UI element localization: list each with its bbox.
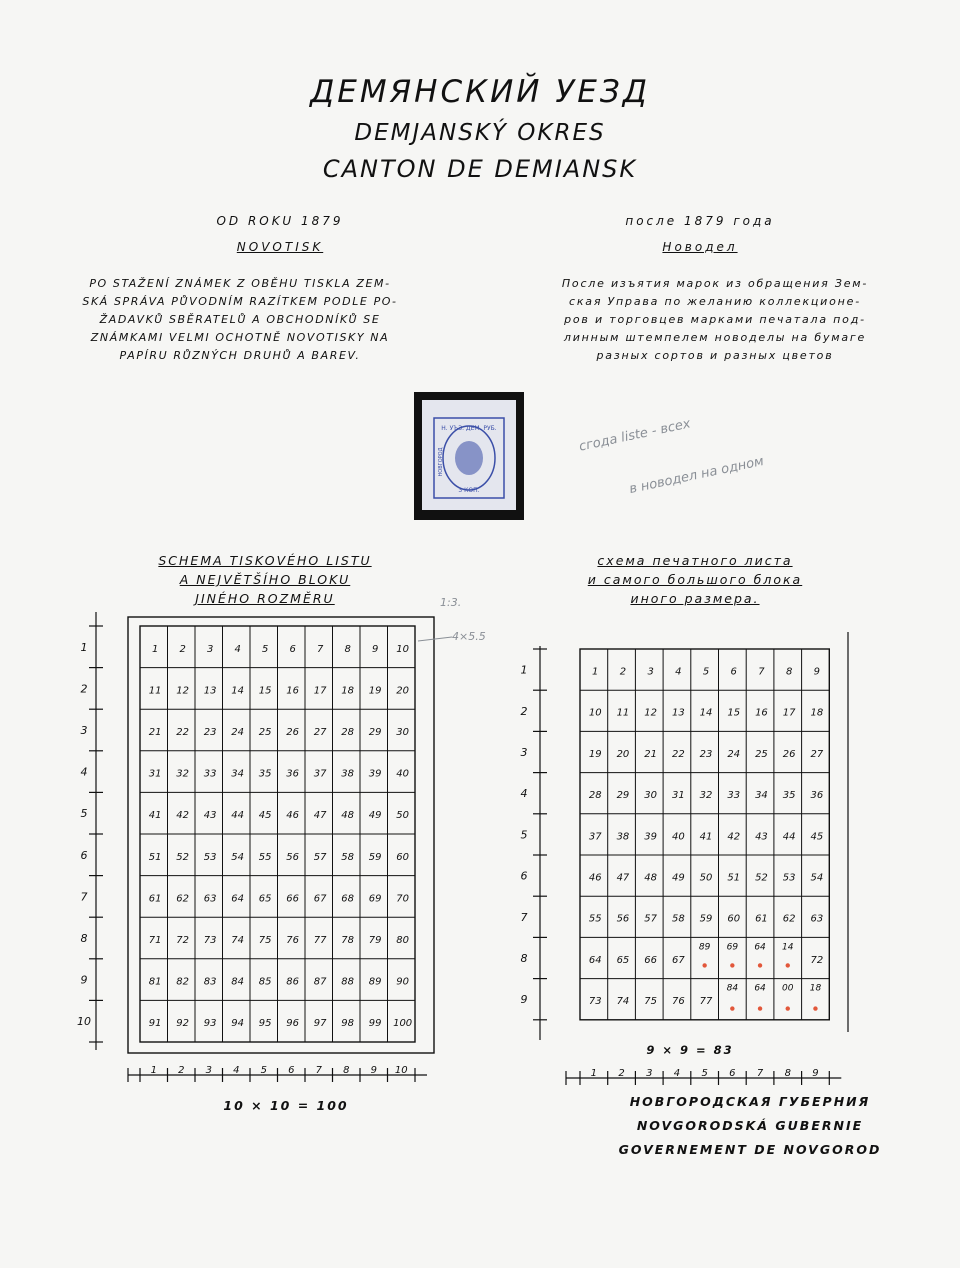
red-dot — [758, 963, 762, 967]
row-label: 10 — [77, 1015, 91, 1029]
cell-number: 78 — [341, 934, 354, 946]
cell-number: 19 — [588, 748, 602, 760]
cell-number: 68 — [341, 893, 354, 905]
cell-number: 44 — [782, 831, 796, 843]
row-label: 5 — [80, 807, 88, 821]
cell-number: 90 — [396, 976, 409, 988]
cell-number: 13 — [671, 707, 685, 719]
cell-number: 33 — [203, 768, 217, 780]
footer-ru: НОВГОРОДСКАЯ ГУБЕРНИЯ — [629, 1094, 871, 1109]
column-label: 3 — [646, 1068, 653, 1079]
cell-number: 73 — [588, 996, 602, 1008]
cell-number: 40 — [396, 768, 409, 780]
column-label: 5 — [701, 1068, 708, 1079]
pencil-note-line1: сгода liste - всех — [577, 416, 692, 455]
cell-number: 39 — [368, 768, 382, 780]
cell-number: 16 — [286, 685, 299, 697]
cell-number: 48 — [341, 810, 354, 822]
column-label: 4 — [673, 1068, 681, 1079]
cell-number: 10 — [396, 643, 409, 655]
cell-number: 88 — [341, 976, 354, 988]
cell-number: 59 — [699, 913, 713, 925]
row-label: 6 — [80, 848, 88, 862]
cell-number: 41 — [699, 831, 713, 843]
row-label: 4 — [80, 765, 88, 779]
cell-number: 66 — [644, 954, 658, 966]
right-line: ская Управа по желанию коллекционе- — [569, 295, 861, 308]
cell-number: 40 — [671, 831, 685, 843]
cell-number: 50 — [396, 810, 409, 822]
cell-number: 30 — [644, 790, 658, 802]
cell-number: 4 — [675, 666, 682, 678]
red-dot — [702, 963, 706, 967]
row-label: 8 — [520, 952, 528, 965]
cell-number: 56 — [616, 913, 630, 925]
cell-number: 63 — [810, 913, 824, 925]
left-schema-heading-line: JINÉHO ROZMĚRU — [195, 591, 335, 606]
cell-number: 34 — [755, 790, 768, 802]
cell-number: 50 — [699, 872, 713, 884]
cell-number: 21 — [148, 726, 162, 738]
column-label: 6 — [288, 1065, 295, 1076]
cell-number: 5 — [261, 643, 269, 655]
overwrite-number: 84 — [726, 983, 739, 994]
column-label: 3 — [205, 1065, 212, 1076]
row-label: 1 — [520, 663, 528, 677]
cell-number: 62 — [782, 913, 796, 925]
cell-number: 53 — [203, 851, 217, 863]
cell-number: 65 — [616, 954, 630, 966]
column-label: 8 — [784, 1068, 791, 1079]
cell-number: 95 — [258, 1018, 272, 1030]
cell-number: 74 — [616, 996, 630, 1008]
cell-number: 55 — [588, 913, 602, 925]
left-line: SKÁ SPRÁVA PŮVODNÍM RAZÍTKEM PODLE PO- — [82, 295, 398, 308]
cell-number: 27 — [313, 726, 327, 738]
cell-number: 25 — [755, 748, 768, 760]
pencil-size: 4×5.5 — [452, 630, 486, 643]
cell-number: 36 — [286, 768, 299, 780]
row-label: 8 — [80, 932, 88, 945]
cell-number: 85 — [258, 976, 272, 988]
cell-number: 28 — [588, 790, 602, 802]
stamp-value: 3 КОП. — [458, 487, 480, 494]
cell-number: 52 — [176, 851, 189, 863]
left-formula: 10 × 10 = 100 — [223, 1098, 349, 1113]
overwrite-number: 00 — [782, 983, 794, 994]
cell-number: 35 — [258, 768, 272, 780]
cell-number: 33 — [727, 790, 741, 802]
cell-number: 31 — [671, 790, 685, 802]
page-title-cz: DEMJANSKÝ OKRES — [354, 120, 606, 146]
cell-number: 30 — [396, 726, 409, 738]
red-dot — [786, 1006, 790, 1010]
row-label: 1 — [80, 640, 88, 654]
cell-number: 3 — [206, 643, 214, 655]
cell-number: 71 — [148, 934, 162, 946]
cell-number: 35 — [782, 790, 796, 802]
cell-number: 82 — [176, 976, 189, 988]
cell-number: 81 — [148, 976, 162, 988]
cell-number: 66 — [286, 893, 299, 905]
cell-number: 64 — [588, 954, 602, 966]
cell-number: 86 — [286, 976, 299, 988]
cell-number: 11 — [616, 707, 630, 719]
cell-number: 25 — [258, 726, 272, 738]
pencil-pointer — [418, 637, 452, 641]
pencil-scale: 1:3. — [440, 596, 462, 609]
cell-number: 14 — [231, 685, 244, 697]
cell-number: 57 — [313, 851, 327, 863]
red-dot — [786, 963, 790, 967]
sheet-outline — [128, 617, 434, 1053]
row-label: 3 — [520, 746, 528, 759]
cell-number: 27 — [810, 748, 824, 760]
column-label: 8 — [343, 1065, 350, 1076]
cell-number: 22 — [671, 748, 685, 760]
row-label: 2 — [520, 704, 528, 718]
cell-number: 15 — [727, 707, 741, 719]
footer-fr: GOVERNEMENT DE NOVGOROD — [618, 1142, 882, 1157]
cell-number: 56 — [286, 851, 299, 863]
cell-number: 38 — [341, 768, 354, 780]
cell-number: 80 — [396, 934, 409, 946]
cell-number: 99 — [368, 1018, 382, 1030]
cell-number: 34 — [231, 768, 244, 780]
overwrite-number: 14 — [782, 942, 794, 953]
cell-number: 17 — [782, 707, 796, 719]
cell-number: 1 — [151, 643, 159, 655]
column-label: 6 — [729, 1068, 736, 1079]
column-label: 7 — [315, 1065, 322, 1076]
left-label: NOVOTISK — [236, 240, 324, 254]
cell-number: 75 — [258, 934, 272, 946]
cell-number: 43 — [203, 810, 217, 822]
left-line: PAPÍRU RŮZNÝCH DRUHŮ A BAREV. — [119, 349, 361, 362]
cell-number: 89 — [368, 976, 382, 988]
right-label: Новодел — [662, 240, 738, 254]
cell-number: 49 — [368, 810, 382, 822]
cell-number: 16 — [755, 707, 768, 719]
cell-number: 32 — [699, 790, 713, 802]
column-label: 1 — [590, 1068, 598, 1079]
cell-number: 97 — [313, 1018, 327, 1030]
cell-number: 52 — [755, 872, 768, 884]
cell-number: 100 — [393, 1018, 413, 1030]
cell-number: 28 — [341, 726, 354, 738]
cell-number: 31 — [148, 768, 162, 780]
cell-number: 65 — [258, 893, 272, 905]
stamp-text-side: НОВГОРОД — [438, 447, 444, 477]
cell-number: 36 — [810, 790, 824, 802]
cell-number: 2 — [179, 643, 186, 655]
cell-number: 23 — [203, 726, 217, 738]
cell-number: 4 — [234, 643, 241, 655]
cell-number: 58 — [341, 851, 354, 863]
cell-number: 45 — [258, 810, 272, 822]
cell-number: 59 — [368, 851, 382, 863]
cell-number: 54 — [231, 851, 244, 863]
cell-number: 2 — [619, 666, 627, 678]
red-dot — [758, 1006, 762, 1010]
cell-number: 63 — [203, 893, 217, 905]
cell-number: 42 — [727, 831, 741, 843]
row-label: 7 — [80, 890, 88, 904]
cell-number: 92 — [176, 1018, 189, 1030]
cell-number: 91 — [148, 1018, 162, 1030]
cell-number: 6 — [730, 666, 737, 678]
cell-number: 29 — [616, 790, 630, 802]
right-line: После изъятия марок из обращения Зем- — [561, 277, 869, 290]
cell-number: 42 — [176, 810, 189, 822]
cell-number: 20 — [396, 685, 409, 697]
cell-number: 70 — [396, 893, 409, 905]
cell-number: 43 — [755, 831, 768, 843]
cell-number: 26 — [782, 748, 796, 760]
cell-number: 3 — [647, 666, 654, 678]
row-label: 7 — [520, 910, 528, 924]
cell-number: 93 — [203, 1018, 217, 1030]
row-label: 3 — [80, 724, 88, 737]
cell-number: 29 — [368, 726, 382, 738]
cell-number: 44 — [231, 810, 244, 822]
cell-number: 38 — [616, 831, 630, 843]
cell-number: 17 — [313, 685, 327, 697]
cell-number: 77 — [699, 996, 713, 1008]
red-dot — [813, 1006, 817, 1010]
cell-number: 8 — [785, 666, 793, 678]
overwrite-number: 89 — [698, 942, 711, 953]
cell-number: 54 — [810, 872, 824, 884]
cell-number: 77 — [313, 934, 327, 946]
right-line: ров и торговцев марками печатала под- — [564, 313, 866, 326]
cell-number: 13 — [203, 685, 217, 697]
cell-number: 75 — [644, 996, 658, 1008]
cell-number: 37 — [588, 831, 602, 843]
cell-number: 32 — [176, 768, 189, 780]
cell-number: 53 — [782, 872, 796, 884]
cell-number: 94 — [231, 1018, 244, 1030]
cell-number: 24 — [231, 726, 244, 738]
cell-number: 98 — [341, 1018, 354, 1030]
cell-number: 21 — [644, 748, 658, 760]
footer-cz: NOVGORODSKÁ GUBERNIE — [636, 1118, 864, 1133]
cell-number: 19 — [368, 685, 382, 697]
cell-number: 47 — [616, 872, 630, 884]
cell-number: 51 — [727, 872, 741, 884]
cell-number: 7 — [758, 666, 765, 678]
pencil-note-line2: в новодел на одном — [627, 453, 766, 498]
cell-number: 87 — [313, 976, 327, 988]
cell-number: 96 — [286, 1018, 299, 1030]
column-label: 10 — [394, 1065, 408, 1076]
cell-number: 84 — [231, 976, 244, 988]
cell-number: 45 — [810, 831, 824, 843]
row-label: 2 — [80, 682, 88, 696]
cell-number: 51 — [148, 851, 162, 863]
cell-number: 11 — [148, 685, 162, 697]
row-label: 9 — [80, 973, 88, 987]
cell-number: 76 — [671, 996, 685, 1008]
cell-number: 24 — [727, 748, 741, 760]
cell-number: 64 — [231, 893, 244, 905]
cell-number: 9 — [371, 643, 379, 655]
cell-number: 57 — [644, 913, 658, 925]
cell-number: 37 — [313, 768, 327, 780]
cell-number: 67 — [313, 893, 327, 905]
cell-number: 12 — [644, 707, 658, 719]
column-label: 1 — [150, 1065, 157, 1076]
cell-number: 73 — [203, 934, 217, 946]
row-label: 6 — [520, 869, 528, 883]
cell-number: 20 — [616, 748, 630, 760]
cell-number: 46 — [286, 810, 299, 822]
column-label: 4 — [233, 1065, 240, 1076]
cell-number: 72 — [176, 934, 189, 946]
column-label: 2 — [178, 1065, 185, 1076]
cell-number: 46 — [588, 872, 602, 884]
column-label: 2 — [618, 1068, 625, 1079]
cell-number: 62 — [176, 893, 189, 905]
cell-number: 58 — [671, 913, 685, 925]
left-line: ŽADAVKŮ SBĚRATELŮ A OBCHODNÍKŮ SE — [99, 313, 381, 326]
cell-number: 76 — [286, 934, 299, 946]
page-title-ru: ДЕМЯНСКИЙ УЕЗД — [310, 74, 650, 110]
right-line: разных сортов и разных цветов — [596, 349, 834, 362]
right-line: линным штемпелем новоделы на бумаге — [563, 331, 867, 344]
column-label: 9 — [812, 1068, 819, 1079]
overwrite-number: 18 — [809, 983, 822, 994]
cell-number: 39 — [644, 831, 658, 843]
cell-number: 23 — [699, 748, 713, 760]
right-schema-heading-line: иного размера. — [630, 591, 760, 606]
cell-number: 60 — [727, 913, 741, 925]
column-label: 7 — [756, 1068, 764, 1079]
cell-number: 1 — [592, 666, 599, 678]
cell-number: 5 — [702, 666, 710, 678]
right-formula: 9 × 9 = 83 — [646, 1043, 734, 1057]
cell-number: 67 — [671, 954, 685, 966]
cell-number: 22 — [176, 726, 189, 738]
red-dot — [730, 1006, 734, 1010]
overwrite-number: 64 — [754, 942, 766, 953]
row-label: 5 — [520, 828, 528, 842]
cell-number: 10 — [588, 707, 602, 719]
cell-number: 47 — [313, 810, 327, 822]
stamp-text-top: Н. УЪЗ. ДЕМ. РУБ. — [441, 425, 497, 432]
cell-number: 41 — [148, 810, 162, 822]
left-schema-heading-line: A NEJVĚTŠÍHO BLOKU — [179, 572, 351, 587]
overwrite-number: 69 — [726, 942, 739, 953]
cell-number: 74 — [231, 934, 244, 946]
cell-number: 6 — [289, 643, 296, 655]
cell-number: 48 — [644, 872, 658, 884]
left-schema-heading-line: SCHEMA TISKOVÉHO LISTU — [158, 553, 372, 568]
cell-number: 61 — [755, 913, 768, 925]
overwrite-number: 64 — [754, 983, 766, 994]
row-label: 4 — [520, 787, 528, 801]
right-date: после 1879 года — [625, 214, 775, 228]
cell-number: 69 — [368, 893, 382, 905]
cell-number: 55 — [258, 851, 272, 863]
left-date: OD ROKU 1879 — [216, 214, 344, 228]
cell-number: 49 — [671, 872, 685, 884]
red-dot — [730, 963, 734, 967]
cell-number: 8 — [344, 643, 351, 655]
cell-number: 18 — [810, 707, 824, 719]
cell-number: 14 — [699, 707, 713, 719]
right-schema-heading-line: и самого большого блока — [587, 572, 803, 587]
cell-number: 61 — [148, 893, 162, 905]
cell-number: 79 — [368, 934, 382, 946]
cell-number: 15 — [258, 685, 272, 697]
cell-number: 12 — [176, 685, 189, 697]
column-label: 5 — [260, 1065, 267, 1076]
cell-number: 26 — [286, 726, 299, 738]
left-line: PO STAŽENÍ ZNÁMEK Z OBĚHU TISKLA ZEM- — [89, 277, 391, 290]
cell-number: 7 — [316, 643, 324, 655]
cell-number: 18 — [341, 685, 354, 697]
column-label: 9 — [370, 1065, 377, 1076]
cell-number: 83 — [203, 976, 217, 988]
cell-number: 72 — [810, 954, 824, 966]
left-line: ZNÁMKAMI VELMI OCHOTNĚ NOVOTISKY NA — [90, 331, 390, 344]
row-label: 9 — [520, 993, 528, 1007]
page-title-fr: CANTON DE DEMIANSK — [322, 155, 638, 183]
cell-number: 60 — [396, 851, 409, 863]
right-schema-heading-line: схема печатного листа — [597, 553, 793, 568]
cell-number: 9 — [813, 666, 821, 678]
